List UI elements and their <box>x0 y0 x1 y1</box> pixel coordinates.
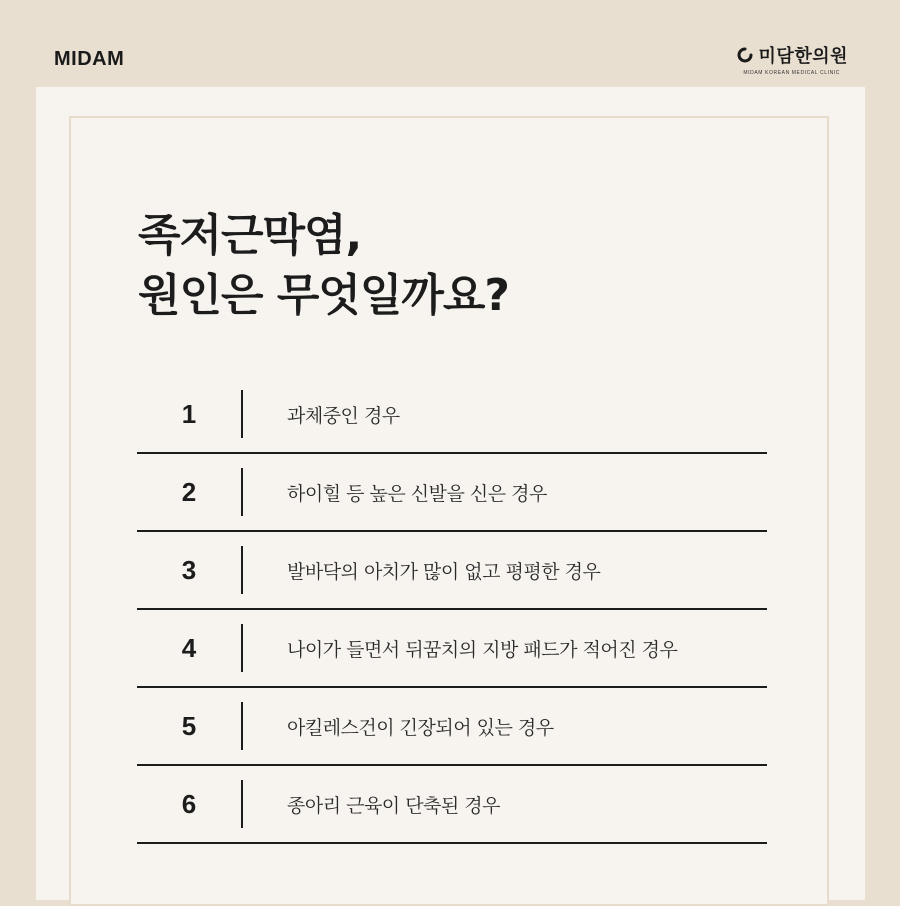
item-number: 5 <box>181 710 197 741</box>
item-number: 2 <box>181 476 197 507</box>
item-text: 아킬레스건이 긴장되어 있는 경우 <box>287 716 554 739</box>
brand-wordmark: MIDAM <box>54 48 125 70</box>
logo-row <box>737 42 848 68</box>
item-divider <box>241 702 243 750</box>
item-number: 6 <box>181 788 197 819</box>
item-divider <box>241 390 243 438</box>
item-divider <box>241 624 243 672</box>
item-text: 나이가 들면서 뒤꿈치의 지방 패드가 적어진 경우 <box>287 638 678 661</box>
item-text: 발바닥의 아치가 많이 없고 평평한 경우 <box>287 560 601 583</box>
title-line-1: 족저근막염, <box>138 210 362 261</box>
item-divider <box>241 780 243 828</box>
clinic-subtitle: MIDAM KOREAN MEDICAL CLINIC <box>743 70 840 76</box>
list-item <box>137 766 767 844</box>
list-item <box>137 532 767 610</box>
item-number: 4 <box>181 632 197 663</box>
item-text: 과체중인 경우 <box>287 404 400 427</box>
list-item <box>137 610 767 688</box>
clinic-name: 미담한의원 <box>758 46 848 67</box>
cause-list <box>137 376 767 844</box>
item-divider <box>241 546 243 594</box>
item-number: 3 <box>181 554 197 585</box>
page-title <box>138 206 509 326</box>
item-text: 종아리 근육이 단축된 경우 <box>287 794 501 817</box>
item-text: 하이힐 등 높은 신발을 신은 경우 <box>287 482 547 505</box>
list-item <box>137 376 767 454</box>
title-line-2: 원인은 무엇일까요? <box>138 270 509 321</box>
list-item <box>137 454 767 532</box>
list-item <box>137 688 767 766</box>
item-divider <box>241 468 243 516</box>
ring-logo-icon <box>737 47 753 63</box>
clinic-logo <box>737 42 848 76</box>
item-number: 1 <box>181 398 197 429</box>
